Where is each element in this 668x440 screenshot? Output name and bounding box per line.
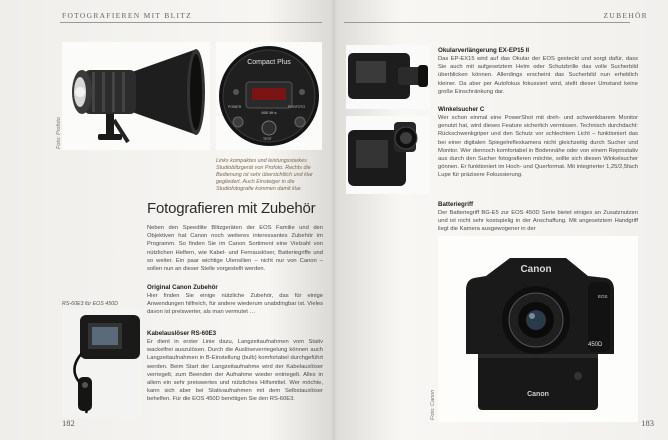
section-title-cable: Kabelauslöser RS-60E3 <box>147 330 217 337</box>
photo-credit-left: Foto: Profoto <box>56 117 62 149</box>
header-rule-left <box>60 22 322 23</box>
eyepiece-illustration <box>346 45 430 109</box>
section-title-eyepiece: Okularverlängerung EX-EP15 II <box>438 47 530 54</box>
flash-test-label: TEST <box>263 137 272 141</box>
grip-brand-label: Canon <box>527 391 549 398</box>
eyepiece-photo <box>346 45 430 109</box>
page-number-right: 183 <box>641 418 654 428</box>
flash-profoto-label: PROFOTO <box>288 105 306 109</box>
studio-flash-illustration <box>62 42 210 150</box>
cable-release-photo <box>62 309 141 418</box>
section-text-original: Hier finden Sie einige nützliche Zubehör, das für einige Anwendungen hilfreich, für andere wiederum unabdingbar ist. Vieles davon ist preiswerter, als man vermutet … <box>147 293 323 316</box>
flash-brand-label: Compact Plus <box>247 59 291 66</box>
flash-model-label: 600 W·s <box>261 110 277 115</box>
camera-eos-label: EOS <box>598 294 608 299</box>
page-number-left: 182 <box>62 418 75 428</box>
flash-caption: Links kompaktes und leistungsstarkes Studioblitzgerät von Profoto. Rechts die Bedienung ist sehr übersichtlich und klar gegliedert. Auch Einsteiger in die Studiofotografie kommen damit klar. <box>216 158 313 192</box>
section-title-battery: Batteriegriff <box>438 201 474 208</box>
angle-finder-illustration <box>346 116 430 194</box>
chapter-heading: Fotografieren mit Zubehör <box>147 200 316 217</box>
section-text-battery: Der Batteriegriff BG-E5 zur EOS 450D Serie bietet einiges an Zusatznutzen und ist nicht sehr kostspielig in der Anschaffung. Mit angesetztem Handgriff liegt die Kamera ausgewogener in der <box>438 210 638 233</box>
control-panel-illustration <box>216 42 322 150</box>
camera-grip-photo <box>438 236 638 422</box>
photo-credit-right: Foto: Canon <box>430 389 436 420</box>
flash-power-label: POWER <box>228 105 242 109</box>
cable-release-illustration <box>62 309 141 418</box>
camera-grip-illustration <box>438 236 638 422</box>
studio-flash-photo <box>62 42 210 150</box>
right-page <box>334 0 668 440</box>
control-panel-photo <box>216 42 322 150</box>
angle-finder-photo <box>346 116 430 194</box>
section-text-eyepiece: Das EP-EX15 wird auf das Okular der EOS gesteckt und sorgt dafür, dass Sie auch mit aufgesetztem Helm oder Schutzbrille das volle Sucherbild überblicken können. Allerdings erscheint das Sucherbild nun erheblich kleiner. Da aber per Autofokus fokussiert wird, stellt dieser Umstand keine große Einschränkung dar. <box>438 56 638 95</box>
section-text-cable: Er dient in erster Linie dazu, Langzeitaufnahmen vom Stativ wackelfrei auszulösen. Durch die Auslöseverriegelung können auch Langzeitaufnahmen in B-Einstellung (bulb) komfortabel durchgeführt werden. Beim Start der Langzeitaufnahme wird der Kabelauslöser verriegelt, zum Beenden der Aufnahme wieder entriegelt. Alles in allem ein sehr preiswertes und nützliches Hilfsmittel. Wer möchte, kann sich aber bei Stativaufnahmen mit dem Selbstauslöser behelfen. Für die EOS 450D benötigen Sie den RS-60E3. <box>147 339 323 403</box>
running-head-left: FOTOGRAFIEREN MIT BLITZ <box>62 11 193 20</box>
intro-paragraph: Neben den Speedlite Blitzgeräten der EOS Familie und den Objektiven hat Canon noch weiteres interessantes Zubehör im Programm. So finden Sie im Canon Sortiment eine Vielzahl von nützlichen Helfern, wie Kabel- und Fernauslöser, Batteriegriffe und so weiter. Ein paar wichtige Utensilien – nicht nur von Canon – sollen nun an dieser Stelle vorgestellt werden. <box>147 225 323 273</box>
header-rule-right <box>344 22 630 23</box>
running-head-right: ZUBEHÖR <box>603 11 648 20</box>
section-title-original: Original Canon Zubehör <box>147 284 218 291</box>
cable-release-label: RS-60E3 für EOS 450D <box>62 301 118 307</box>
section-text-angle: Wer schon einmal eine PowerShot mit dreh- und schwenkbarem Monitor genutzt hat, wird dieses Feature sicherlich vermissen. Technisch durchdacht: Rückschwenkgriper und den Schutz vor schlechtem Licht – funktioniert das bei einer digitalen Spiegelreflexkamera nicht gleichzeitig durch Sucher und Monitor. Wer dennoch komfortabel in Bodennähe oder von einem Reprostativ aus durch den Sucher fotografieren möchte, sollte sich diesen Winkelsucher gönnen. Er funktioniert im Hoch- und Querformat. Mit integrierter 1,25/2,5fach Lupe für präzisere Fokussierung. <box>438 115 638 179</box>
section-title-angle: Winkelsucher C <box>438 106 485 113</box>
camera-brand-label: Canon <box>520 264 552 275</box>
camera-model-label: 450D <box>588 342 603 348</box>
